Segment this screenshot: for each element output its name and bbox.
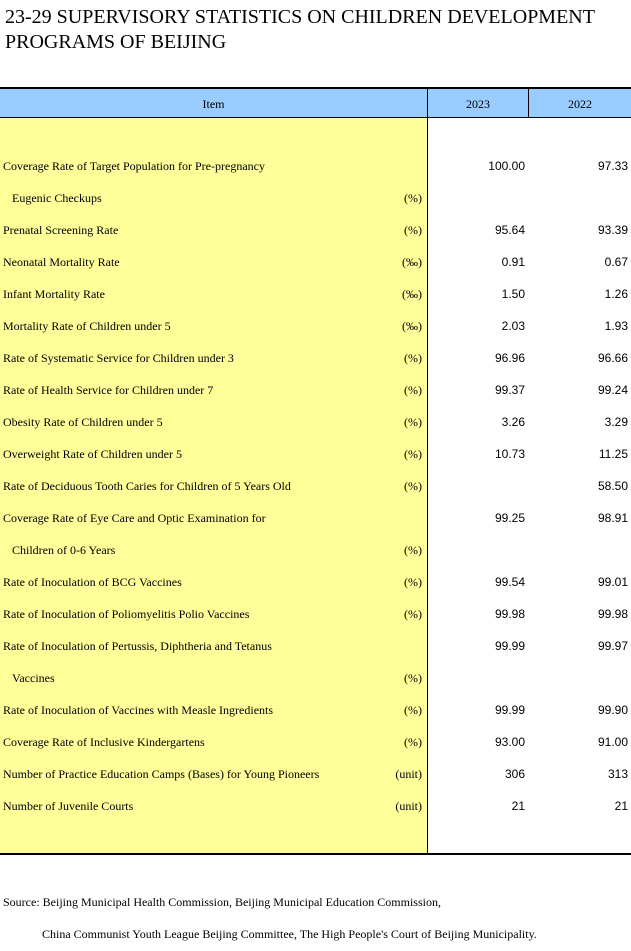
table-row (0, 156, 631, 176)
title-line-1: 23-29 SUPERVISORY STATISTICS ON CHILDREN DEVELOPMENT (5, 6, 595, 28)
table-row (0, 348, 631, 368)
value-2022: 99.01 (597, 575, 628, 589)
table-row (0, 316, 631, 336)
value-2023: 99.99 (494, 639, 525, 653)
table-row (0, 764, 631, 784)
value-2023: 10.73 (494, 447, 525, 461)
row-unit: (%) (404, 447, 422, 461)
statistics-table (0, 87, 631, 855)
source-line-1: Source: Beijing Municipal Health Commission, Beijing Municipal Education Commission, (3, 895, 441, 909)
value-2023: 99.99 (494, 703, 525, 717)
value-2022: 58.50 (597, 479, 628, 493)
table-row (0, 412, 631, 432)
table-row (0, 636, 631, 656)
value-2022: 313 (607, 767, 628, 781)
header-2023: 2023 (428, 89, 529, 118)
row-label: Overweight Rate of Children under 5 (3, 447, 182, 461)
row-label: Children of 0-6 Years (12, 543, 116, 557)
table-row (0, 252, 631, 272)
value-2022: 1.93 (604, 319, 628, 333)
source-line-2: China Communist Youth League Beijing Committee, The High People's Court of Beijing Municipality. (42, 927, 537, 941)
row-label: Obesity Rate of Children under 5 (3, 415, 163, 429)
row-unit: (unit) (395, 799, 422, 813)
row-label: Number of Practice Education Camps (Bases) for Young Pioneers (3, 767, 320, 781)
row-unit: (%) (404, 191, 422, 205)
value-2023: 1.50 (501, 287, 525, 301)
row-unit: (%) (404, 479, 422, 493)
row-label: Number of Juvenile Courts (3, 799, 134, 813)
table-row (0, 796, 631, 816)
value-2022: 0.67 (604, 255, 628, 269)
value-2023: 95.64 (494, 223, 525, 237)
row-label: Mortality Rate of Children under 5 (3, 319, 171, 333)
row-label: Rate of Inoculation of Pertussis, Diphtheria and Tetanus (3, 639, 272, 653)
value-2023: 96.96 (494, 351, 525, 365)
value-2022: 98.91 (597, 511, 628, 525)
header-2022: 2022 (568, 97, 592, 111)
table-row (0, 700, 631, 720)
table-header (0, 87, 631, 118)
row-label: Rate of Deciduous Tooth Caries for Children of 5 Years Old (3, 479, 291, 493)
value-2023: 306 (504, 767, 525, 781)
value-2022: 21 (614, 799, 628, 813)
row-label: Neonatal Mortality Rate (3, 255, 120, 269)
value-2022: 99.90 (597, 703, 628, 717)
value-2023: 0.91 (501, 255, 525, 269)
value-2023: 99.98 (494, 607, 525, 621)
value-2023: 100.00 (488, 159, 525, 173)
value-2023: 99.25 (494, 511, 525, 525)
value-2022: 91.00 (597, 735, 628, 749)
value-2023: 93.00 (494, 735, 525, 749)
table-row (0, 508, 631, 528)
value-2022: 99.97 (597, 639, 628, 653)
row-unit: (%) (404, 671, 422, 685)
row-label: Vaccines (12, 671, 55, 685)
value-2023: 21 (511, 799, 525, 813)
value-2023: 2.03 (501, 319, 525, 333)
row-label: Prenatal Screening Rate (3, 223, 119, 237)
table-row (0, 444, 631, 464)
value-2022: 97.33 (597, 159, 628, 173)
table-row (0, 732, 631, 752)
value-2023: 99.37 (494, 383, 525, 397)
table-row (0, 188, 631, 208)
row-label: Rate of Inoculation of BCG Vaccines (3, 575, 182, 589)
value-2023: 99.54 (494, 575, 525, 589)
title-line-2: PROGRAMS OF BEIJING (5, 31, 227, 53)
value-2022: 99.98 (597, 607, 628, 621)
row-label: Rate of Inoculation of Vaccines with Measle Ingredients (3, 703, 274, 717)
row-label: Rate of Health Service for Children under 7 (3, 383, 214, 397)
row-unit: (%) (404, 351, 422, 365)
table-row (0, 476, 631, 496)
table-row (0, 380, 631, 400)
value-2022: 99.24 (597, 383, 628, 397)
table-row (0, 220, 631, 240)
row-unit: (%) (404, 607, 422, 621)
table-row (0, 572, 631, 592)
table-bottom-rule (0, 853, 631, 855)
value-2022: 1.26 (604, 287, 628, 301)
row-unit: (%) (404, 415, 422, 429)
row-unit: (‰) (402, 287, 422, 301)
row-label: Rate of Inoculation of Poliomyelitis Polio Vaccines (3, 607, 250, 621)
row-unit: (%) (404, 703, 422, 717)
row-label: Infant Mortality Rate (3, 287, 105, 301)
table-row (0, 540, 631, 560)
header-item: Item (0, 89, 428, 118)
row-unit: (%) (404, 543, 422, 557)
row-unit: (%) (404, 223, 422, 237)
row-label: Rate of Systematic Service for Children under 3 (3, 351, 234, 365)
value-2023: 3.26 (501, 415, 525, 429)
row-unit: (%) (404, 735, 422, 749)
row-unit: (‰) (402, 255, 422, 269)
value-2022: 93.39 (597, 223, 628, 237)
page-title (5, 5, 629, 55)
row-label: Eugenic Checkups (12, 191, 102, 205)
table-row (0, 284, 631, 304)
row-label: Coverage Rate of Eye Care and Optic Examination for (3, 511, 266, 525)
row-label: Coverage Rate of Inclusive Kindergartens (3, 735, 205, 749)
value-2022: 3.29 (604, 415, 628, 429)
row-unit: (‰) (402, 319, 422, 333)
row-unit: (%) (404, 383, 422, 397)
row-label: Coverage Rate of Target Population for Pre-pregnancy (3, 159, 265, 173)
table-row (0, 668, 631, 688)
row-unit: (unit) (395, 767, 422, 781)
row-unit: (%) (404, 575, 422, 589)
value-2022: 11.25 (598, 447, 628, 461)
value-2022: 96.66 (597, 351, 628, 365)
table-row (0, 604, 631, 624)
